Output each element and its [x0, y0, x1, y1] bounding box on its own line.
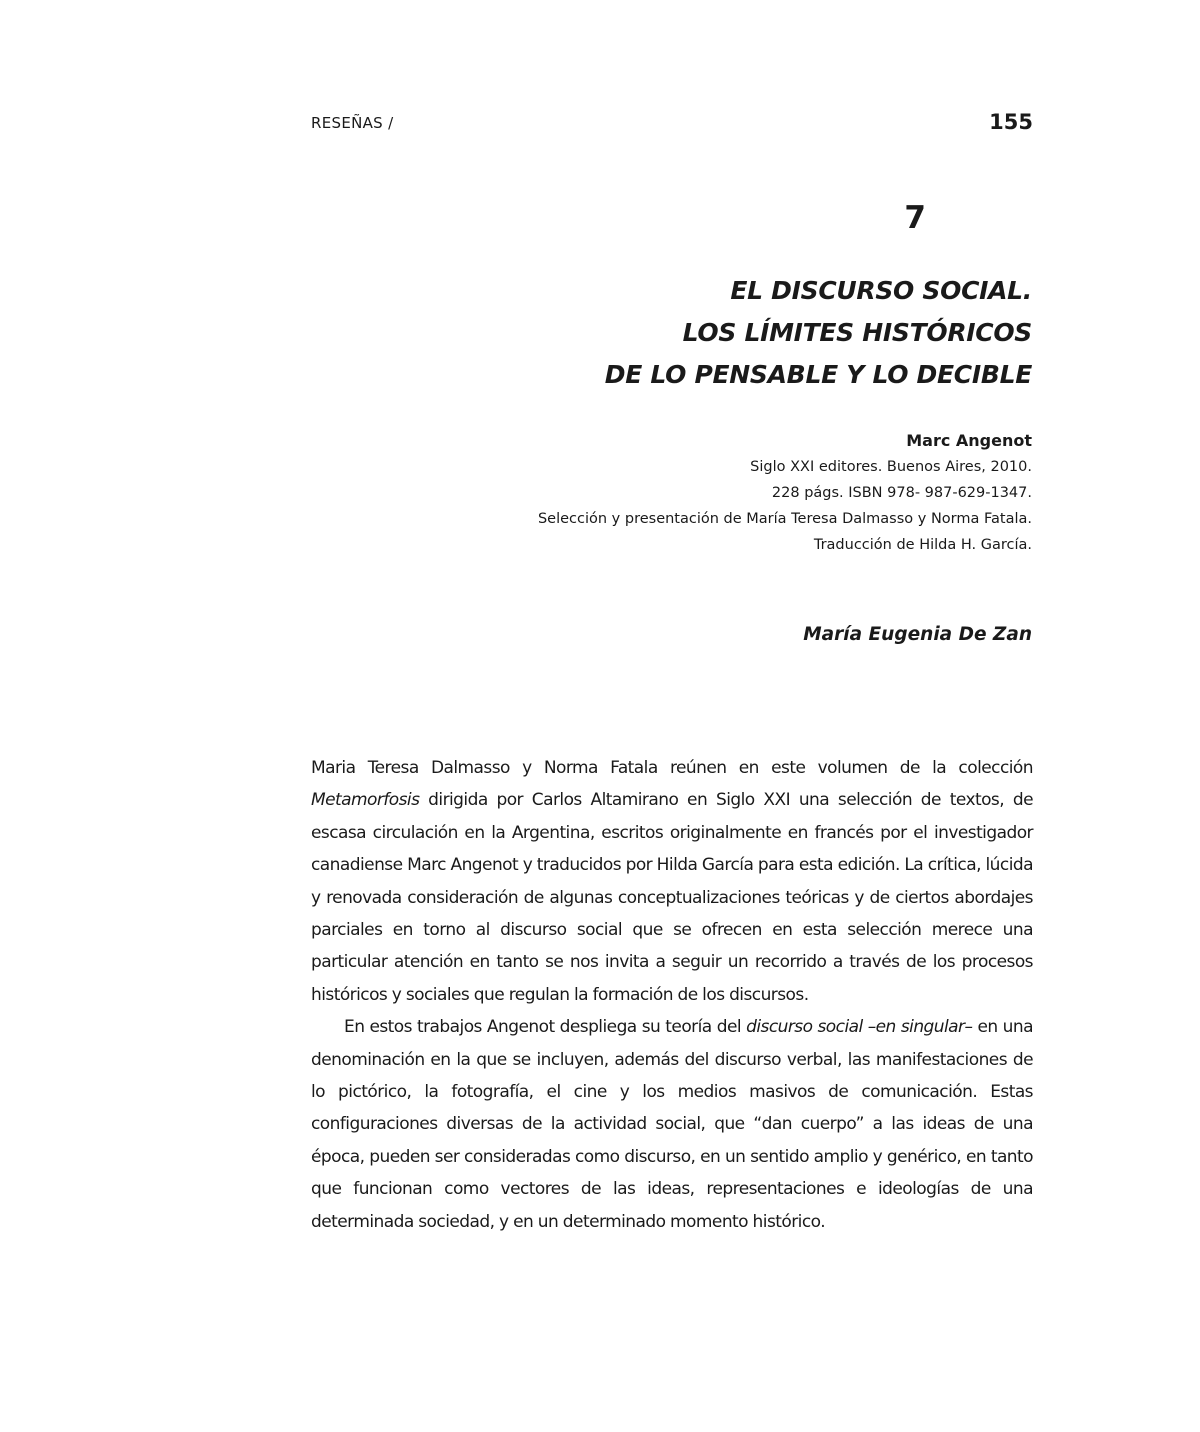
page-number: 155 [989, 110, 1033, 134]
book-author: Marc Angenot [906, 431, 1032, 450]
reviewer-name: María Eugenia De Zan [803, 624, 1032, 645]
chapter-number: 7 [904, 200, 926, 236]
paragraph-2-text-b: en una denominación en la que se incluyen, además del discurso verbal, las manifestaciones de lo pictórico, la fotografía, el cine y los medios masivos de comunicación. Estas configuraciones diversas de la actividad social, que “dan cuerpo” a las ideas de una época, pueden ser consideradas como discurso, en un sentido amplio y genérico, en tanto que funcionan como vectores de las ideas, representaciones e ideologías de una determinada sociedad, y en un determinado momento histórico. [311, 1017, 1033, 1232]
book-metadata [538, 428, 1032, 558]
paragraph-1-text-b: dirigida por Carlos Altamirano en Siglo XXI una selección de textos, de escasa circulación en la Argentina, escritos originalmente en francés por el investigador canadiense Marc Angenot y traducidos por Hilda García para esta edición. La crítica, lúcida y renovada consideración de algunas conceptualizaciones teóricas y de ciertos abordajes parciales en torno al discurso social que se ofrecen en esta selección merece una particular atención en tanto se nos invita a seguir un recorrido a través de los procesos históricos y sociales que regulan la formación de los discursos. [311, 790, 1033, 1005]
chapter-title [605, 270, 1032, 396]
title-line: LOS LÍMITES HISTÓRICOS [682, 318, 1032, 347]
paragraph-1-text-a: Maria Teresa Dalmasso y Norma Fatala reúnen en este volumen de la colección [311, 758, 1033, 778]
book-publisher: Siglo XXI editores. Buenos Aires, 2010. [750, 459, 1032, 475]
paragraph-2-italic: discurso social –en singular– [746, 1017, 973, 1038]
running-header: RESEÑAS / [311, 114, 394, 132]
book-translation: Traducción de Hilda H. García. [813, 537, 1032, 553]
paragraph-2-text-a: En estos trabajos Angenot despliega su teoría del [344, 1017, 747, 1038]
paragraph-1 [311, 752, 1033, 1011]
paragraph-1-italic: Metamorfosis [311, 790, 420, 811]
title-line: EL DISCURSO SOCIAL. [730, 276, 1032, 305]
book-pages-isbn: 228 págs. ISBN 978- 987-629-1347. [771, 485, 1032, 501]
review-body [311, 752, 1033, 1238]
title-line: DE LO PENSABLE Y LO DECIBLE [604, 360, 1032, 389]
book-selection: Selección y presentación de María Teresa Dalmasso y Norma Fatala. [537, 511, 1032, 527]
paragraph-2 [311, 1011, 1033, 1238]
